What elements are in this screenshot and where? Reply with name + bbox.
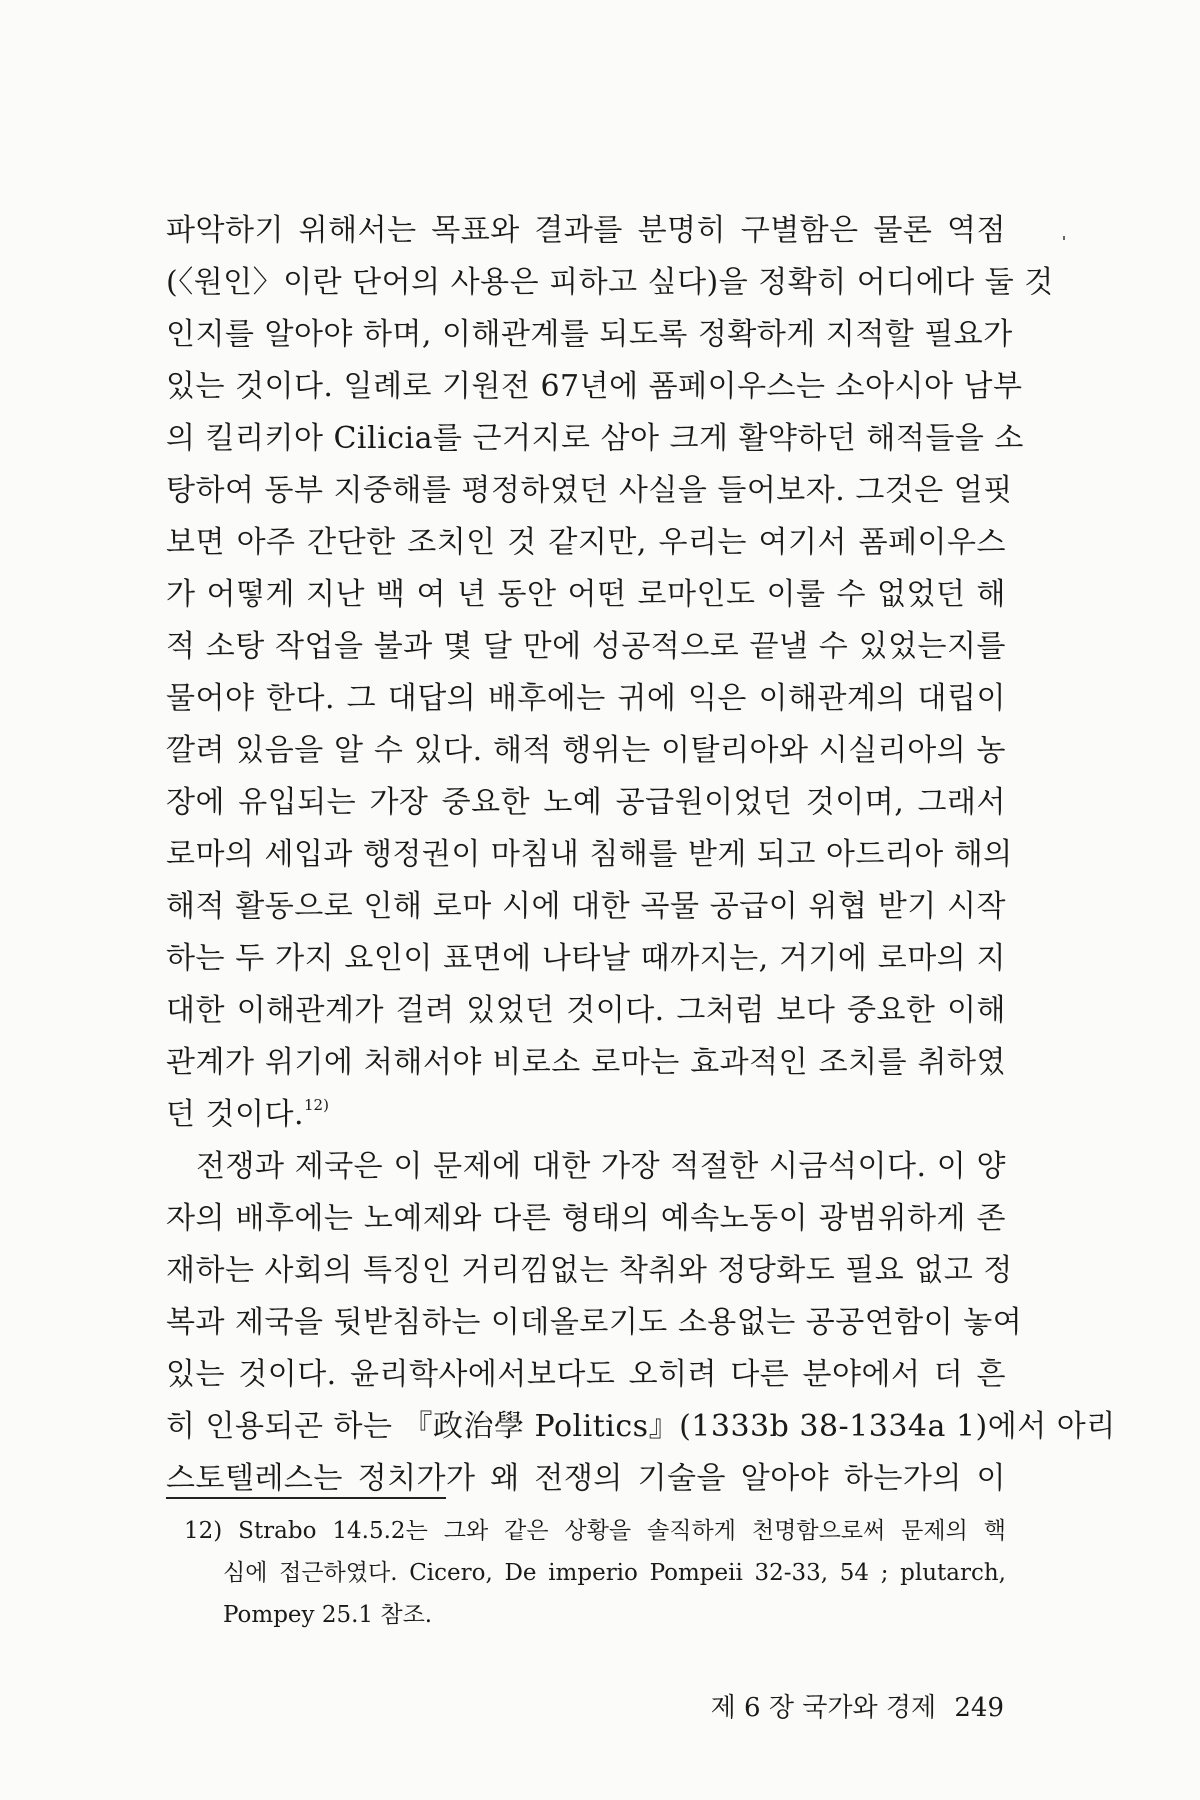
- footnotes: [166, 1510, 1006, 1636]
- text-line: 대한 이해관계가 걸려 있었던 것이다. 그처럼 보다 중요한 이해: [166, 993, 1006, 1028]
- text-line: 로마의 세입과 행정권이 마침내 침해를 받게 되고 아드리아 해의: [166, 837, 1013, 872]
- page-number: 249: [954, 1693, 1004, 1723]
- footnote-line: 심에 접근하였다. Cicero, De imperio Pompeii 32-33, 54 ; plutarch,: [223, 1560, 1006, 1586]
- text-line: 하는 두 가지 요인이 표면에 나타날 때까지는, 거기에 로마의 지: [166, 941, 1006, 976]
- text-line: 관계가 위기에 처해서야 비로소 로마는 효과적인 조치를 취하였: [166, 1045, 1006, 1080]
- text-line: 의 킬리키아 Cilicia를 근거지로 삼아 크게 활약하던 해적들을 소: [166, 421, 1024, 456]
- text-line: (〈원인〉이란 단어의 사용은 피하고 싶다)을 정확히 어디에다 둘 것: [166, 265, 1054, 300]
- text-line: 히 인용되곤 하는 『政治學 Politics』(1333b 38-1334a 1)에서 아리: [166, 1409, 1116, 1444]
- text-line: 자의 배후에는 노예제와 다른 형태의 예속노동이 광범위하게 존: [166, 1201, 1006, 1236]
- text-line-fragment: 던 것이다.: [166, 1097, 304, 1132]
- paragraph-end-line: [166, 1089, 1006, 1141]
- footnote-line: Pompey 25.1 참조.: [223, 1602, 433, 1628]
- scan-speck: [1063, 236, 1065, 240]
- text-line: 깔려 있음을 알 수 있다. 해적 행위는 이탈리아와 시실리아의 농: [166, 733, 1006, 768]
- running-footer: [711, 1690, 1004, 1726]
- footnote-line: 12) Strabo 14.5.2는 그와 같은 상황을 솔직하게 천명함으로써 문제의 핵: [184, 1518, 1006, 1544]
- text-line: 파악하기 위해서는 목표와 결과를 분명히 구별함은 물론 역점: [166, 213, 1006, 248]
- text-line: 해적 활동으로 인해 로마 시에 대한 곡물 공급이 위협 받기 시작: [166, 889, 1006, 924]
- text-line: 적 소탕 작업을 불과 몇 달 만에 성공적으로 끝낼 수 있었는지를: [166, 629, 1006, 664]
- chapter-title: 제 6 장 국가와 경제: [710, 1693, 937, 1723]
- text-line: 재하는 사회의 특징인 거리낌없는 착취와 정당화도 필요 없고 정: [166, 1253, 1013, 1288]
- text-line: 스토텔레스는 정치가가 왜 전쟁의 기술을 알아야 하는가의 이: [166, 1461, 1006, 1496]
- text-line: 보면 아주 간단한 조치인 것 같지만, 우리는 여기서 폼페이우스: [166, 525, 1006, 560]
- text-line: 전쟁과 제국은 이 문제에 대한 가장 적절한 시금석이다. 이 양: [196, 1149, 1006, 1184]
- text-line: 있는 것이다. 윤리학사에서보다도 오히려 다른 분야에서 더 흔: [166, 1357, 1006, 1392]
- text-line: 있는 것이다. 일례로 기원전 67년에 폼페이우스는 소아시아 남부: [166, 369, 1023, 404]
- main-text: [166, 205, 1116, 1505]
- text-line: 장에 유입되는 가장 중요한 노예 공급원이었던 것이며, 그래서: [166, 785, 1006, 820]
- text-line: 인지를 알아야 하며, 이해관계를 되도록 정확하게 지적할 필요가: [166, 317, 1013, 352]
- text-line: 물어야 한다. 그 대답의 배후에는 귀에 익은 이해관계의 대립이: [166, 681, 1006, 716]
- footnote-divider: [166, 1497, 446, 1499]
- text-line: 탕하여 동부 지중해를 평정하였던 사실을 들어보자. 그것은 얼핏: [166, 473, 1013, 508]
- text-line: 가 어떻게 지난 백 여 년 동안 어떤 로마인도 이룰 수 없었던 해: [166, 577, 1006, 612]
- footnote-reference[interactable]: 12): [304, 1096, 329, 1114]
- text-line: 복과 제국을 뒷받침하는 이데올로기도 소용없는 공공연함이 놓여: [166, 1305, 1023, 1340]
